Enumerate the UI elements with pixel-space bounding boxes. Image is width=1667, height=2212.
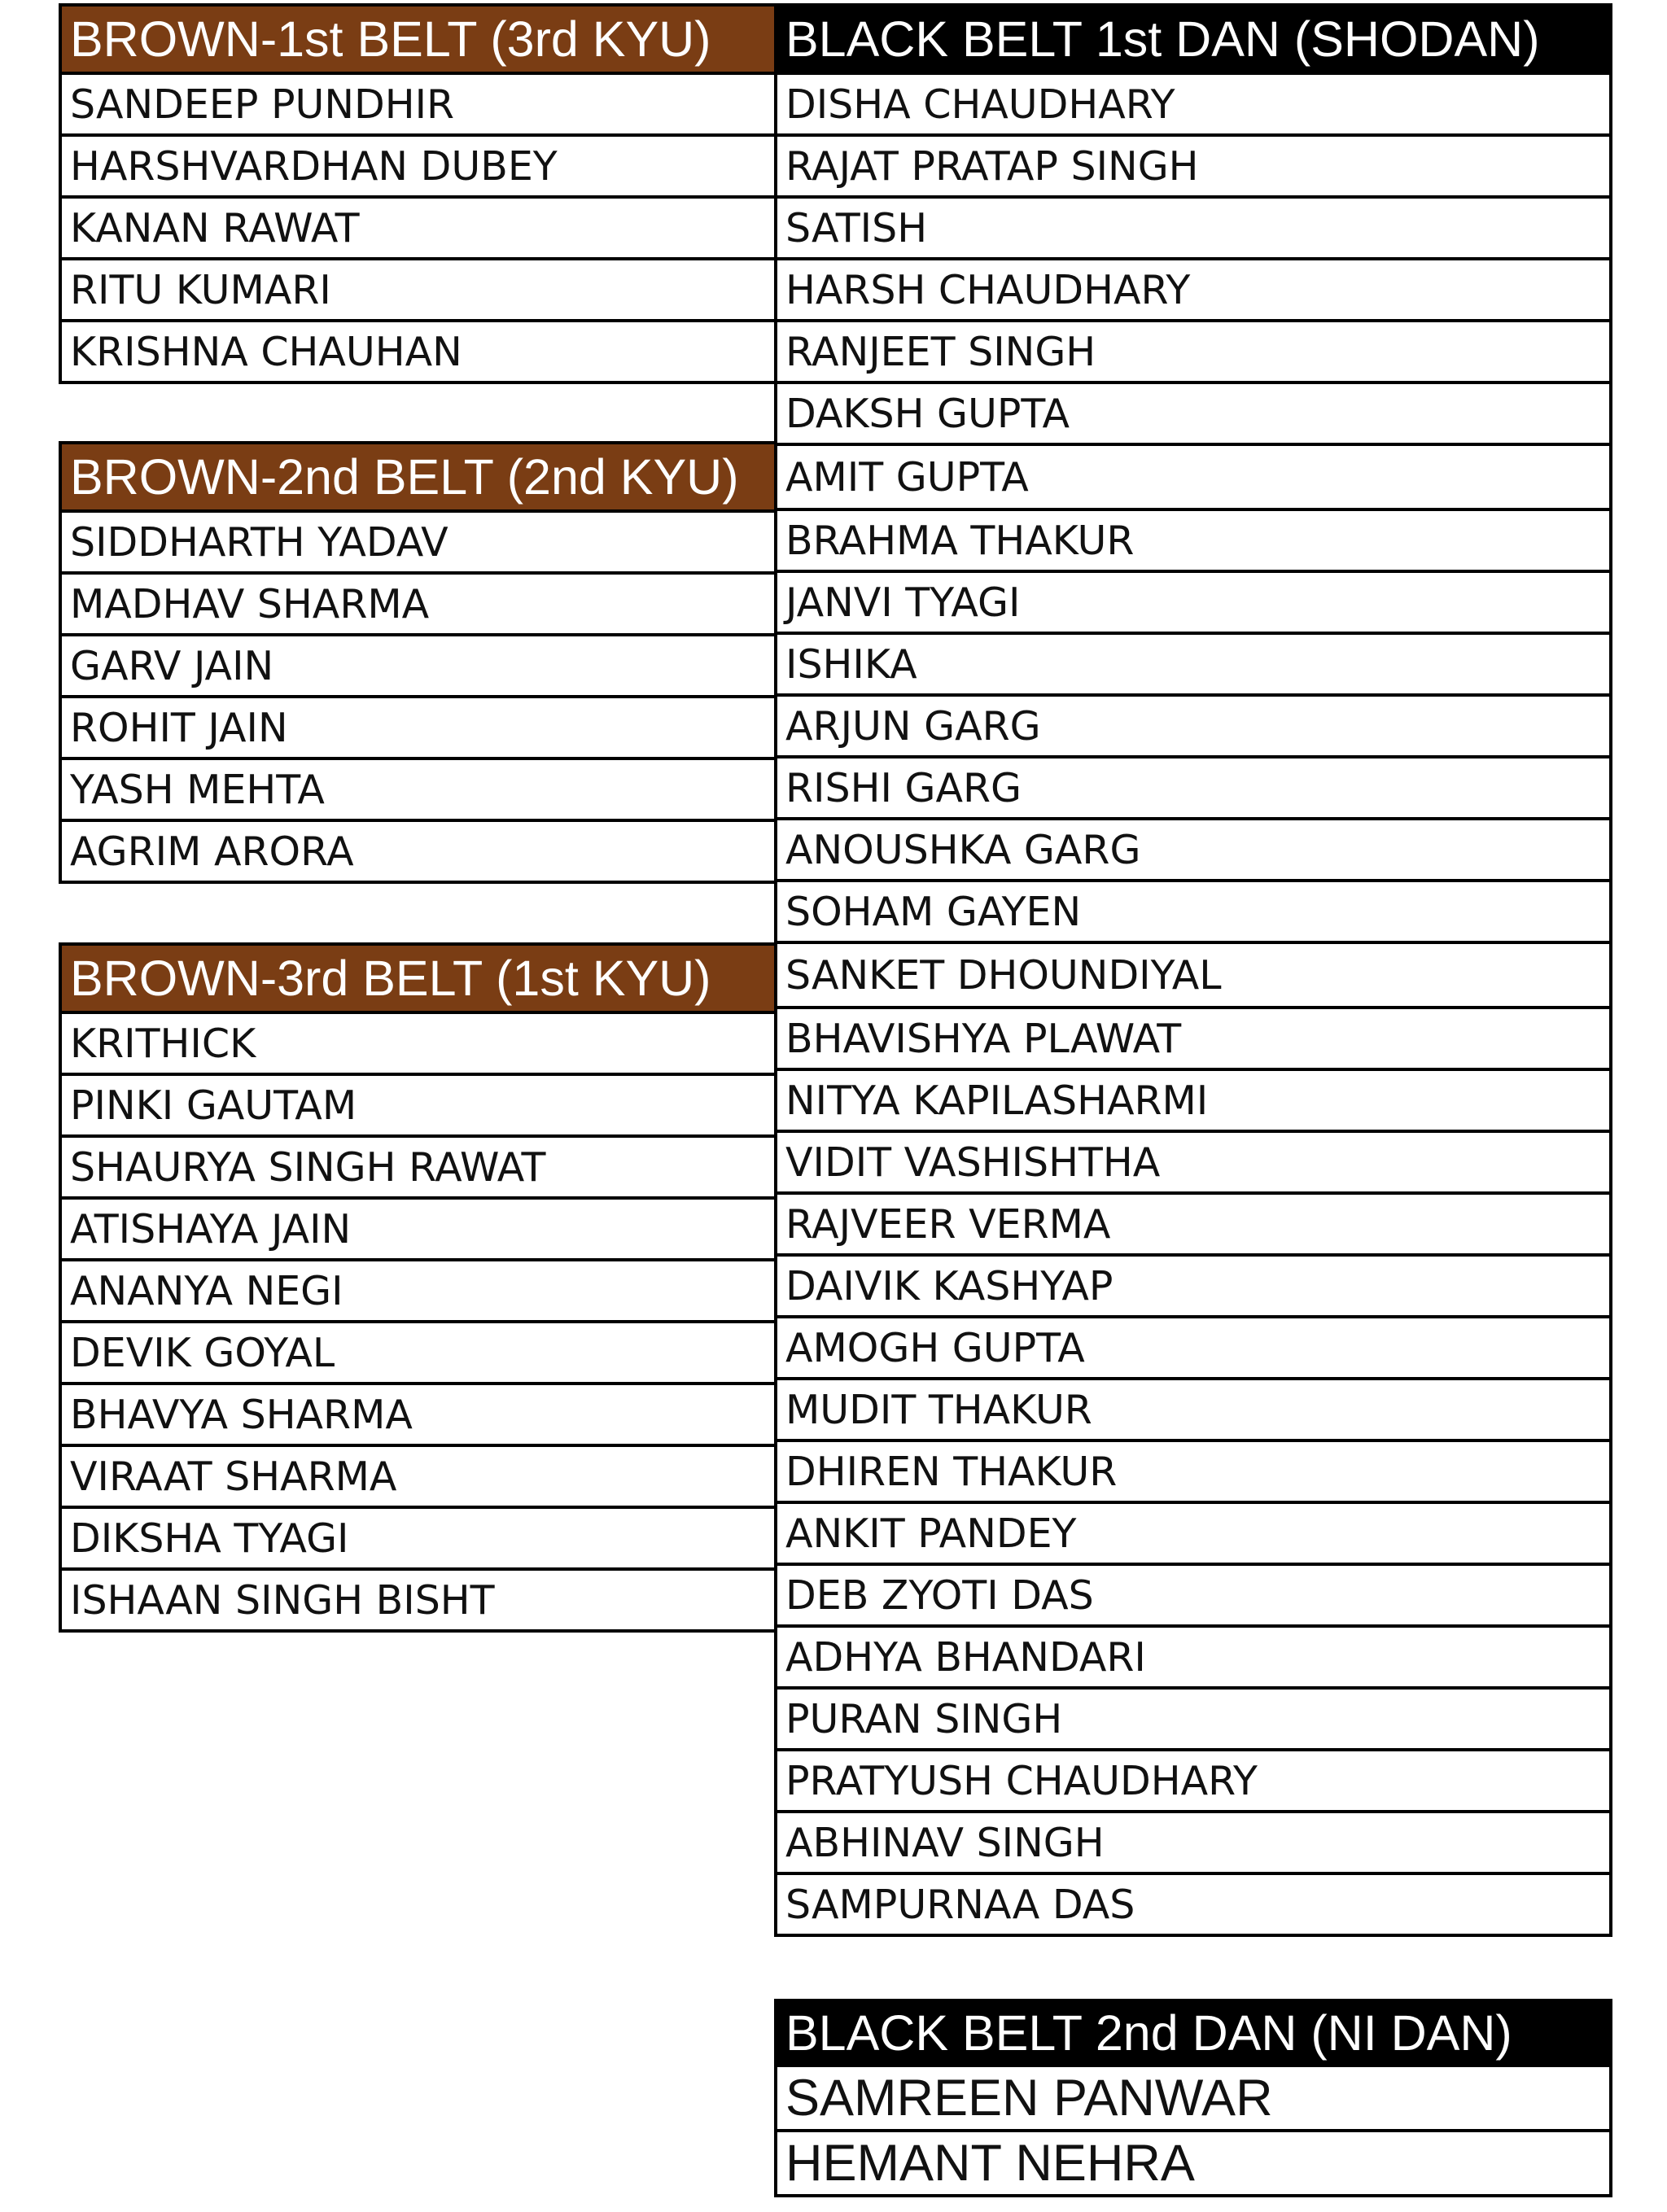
brown-2nd-belt-header: BROWN-2nd BELT (2nd KYU) bbox=[62, 444, 774, 509]
table-row: DEB ZYOTI DAS bbox=[777, 1563, 1609, 1624]
table-row: ISHIKA bbox=[777, 632, 1609, 693]
table-row: PURAN SINGH bbox=[777, 1686, 1609, 1748]
table-row: ARJUN GARG bbox=[777, 693, 1609, 755]
table-row: VIRAAT SHARMA bbox=[62, 1444, 774, 1506]
table-row: BHAVISHYA PLAWAT bbox=[777, 1006, 1609, 1068]
table-row: RITU KUMARI bbox=[62, 257, 774, 319]
table-row: PINKI GAUTAM bbox=[62, 1073, 774, 1134]
brown-2nd-belt-table bbox=[59, 441, 777, 884]
table-row: JANVI TYAGI bbox=[777, 570, 1609, 632]
table-row: RAJVEER VERMA bbox=[777, 1191, 1609, 1253]
table-row: ANOUSHKA GARG bbox=[777, 817, 1609, 879]
table-row: RAJAT PRATAP SINGH bbox=[777, 133, 1609, 195]
table-row: PRATYUSH CHAUDHARY bbox=[777, 1748, 1609, 1810]
brown-1st-belt-header: BROWN-1st BELT (3rd KYU) bbox=[62, 7, 774, 72]
table-row: MUDIT THAKUR bbox=[777, 1377, 1609, 1439]
table-row: YASH MEHTA bbox=[62, 757, 774, 819]
table-row: DIKSHA TYAGI bbox=[62, 1506, 774, 1567]
table-row: ANANYA NEGI bbox=[62, 1258, 774, 1320]
table-row: KANAN RAWAT bbox=[62, 195, 774, 257]
table-row: AMIT GUPTA bbox=[777, 443, 1609, 508]
table-row: ATISHAYA JAIN bbox=[62, 1196, 774, 1258]
table-row: SAMPURNAA DAS bbox=[777, 1872, 1609, 1934]
brown-1st-belt-table bbox=[59, 3, 777, 384]
black-belt-nidan-table bbox=[774, 1999, 1612, 2197]
table-row: BRAHMA THAKUR bbox=[777, 508, 1609, 570]
table-row: ABHINAV SINGH bbox=[777, 1810, 1609, 1872]
table-row: ADHYA BHANDARI bbox=[777, 1624, 1609, 1686]
table-row: DHIREN THAKUR bbox=[777, 1439, 1609, 1501]
table-row: GARV JAIN bbox=[62, 633, 774, 695]
table-row: NITYA KAPILASHARMI bbox=[777, 1068, 1609, 1130]
brown-3rd-belt-header: BROWN-3rd BELT (1st KYU) bbox=[62, 946, 774, 1011]
black-belt-nidan-header: BLACK BELT 2nd DAN (NI DAN) bbox=[777, 2002, 1609, 2064]
table-row: SOHAM GAYEN bbox=[777, 879, 1609, 941]
table-row: SANDEEP PUNDHIR bbox=[62, 72, 774, 133]
table-row: BHAVYA SHARMA bbox=[62, 1382, 774, 1444]
table-row: KRISHNA CHAUHAN bbox=[62, 319, 774, 381]
table-row: SIDDHARTH YADAV bbox=[62, 509, 774, 571]
table-row: ROHIT JAIN bbox=[62, 695, 774, 757]
table-row: AGRIM ARORA bbox=[62, 819, 774, 881]
table-row: HARSH CHAUDHARY bbox=[777, 257, 1609, 319]
table-row: DISHA CHAUDHARY bbox=[777, 72, 1609, 133]
table-row: ANKIT PANDEY bbox=[777, 1501, 1609, 1563]
table-row: DEVIK GOYAL bbox=[62, 1320, 774, 1382]
brown-3rd-belt-table bbox=[59, 942, 777, 1633]
table-row: VIDIT VASHISHTHA bbox=[777, 1130, 1609, 1191]
table-row: AMOGH GUPTA bbox=[777, 1315, 1609, 1377]
table-row: SATISH bbox=[777, 195, 1609, 257]
table-row: HEMANT NEHRA bbox=[777, 2129, 1609, 2194]
black-belt-shodan-table bbox=[774, 3, 1612, 1937]
table-row: HARSHVARDHAN DUBEY bbox=[62, 133, 774, 195]
black-belt-shodan-header: BLACK BELT 1st DAN (SHODAN) bbox=[777, 7, 1609, 72]
table-row: DAIVIK KASHYAP bbox=[777, 1253, 1609, 1315]
table-row: MADHAV SHARMA bbox=[62, 571, 774, 633]
table-row: RANJEET SINGH bbox=[777, 319, 1609, 381]
table-row: RISHI GARG bbox=[777, 755, 1609, 817]
table-row: KRITHICK bbox=[62, 1011, 774, 1073]
table-row: SAMREEN PANWAR bbox=[777, 2064, 1609, 2129]
table-row: SANKET DHOUNDIYAL bbox=[777, 941, 1609, 1006]
table-row: SHAURYA SINGH RAWAT bbox=[62, 1134, 774, 1196]
table-row: DAKSH GUPTA bbox=[777, 381, 1609, 443]
table-row: ISHAAN SINGH BISHT bbox=[62, 1567, 774, 1629]
